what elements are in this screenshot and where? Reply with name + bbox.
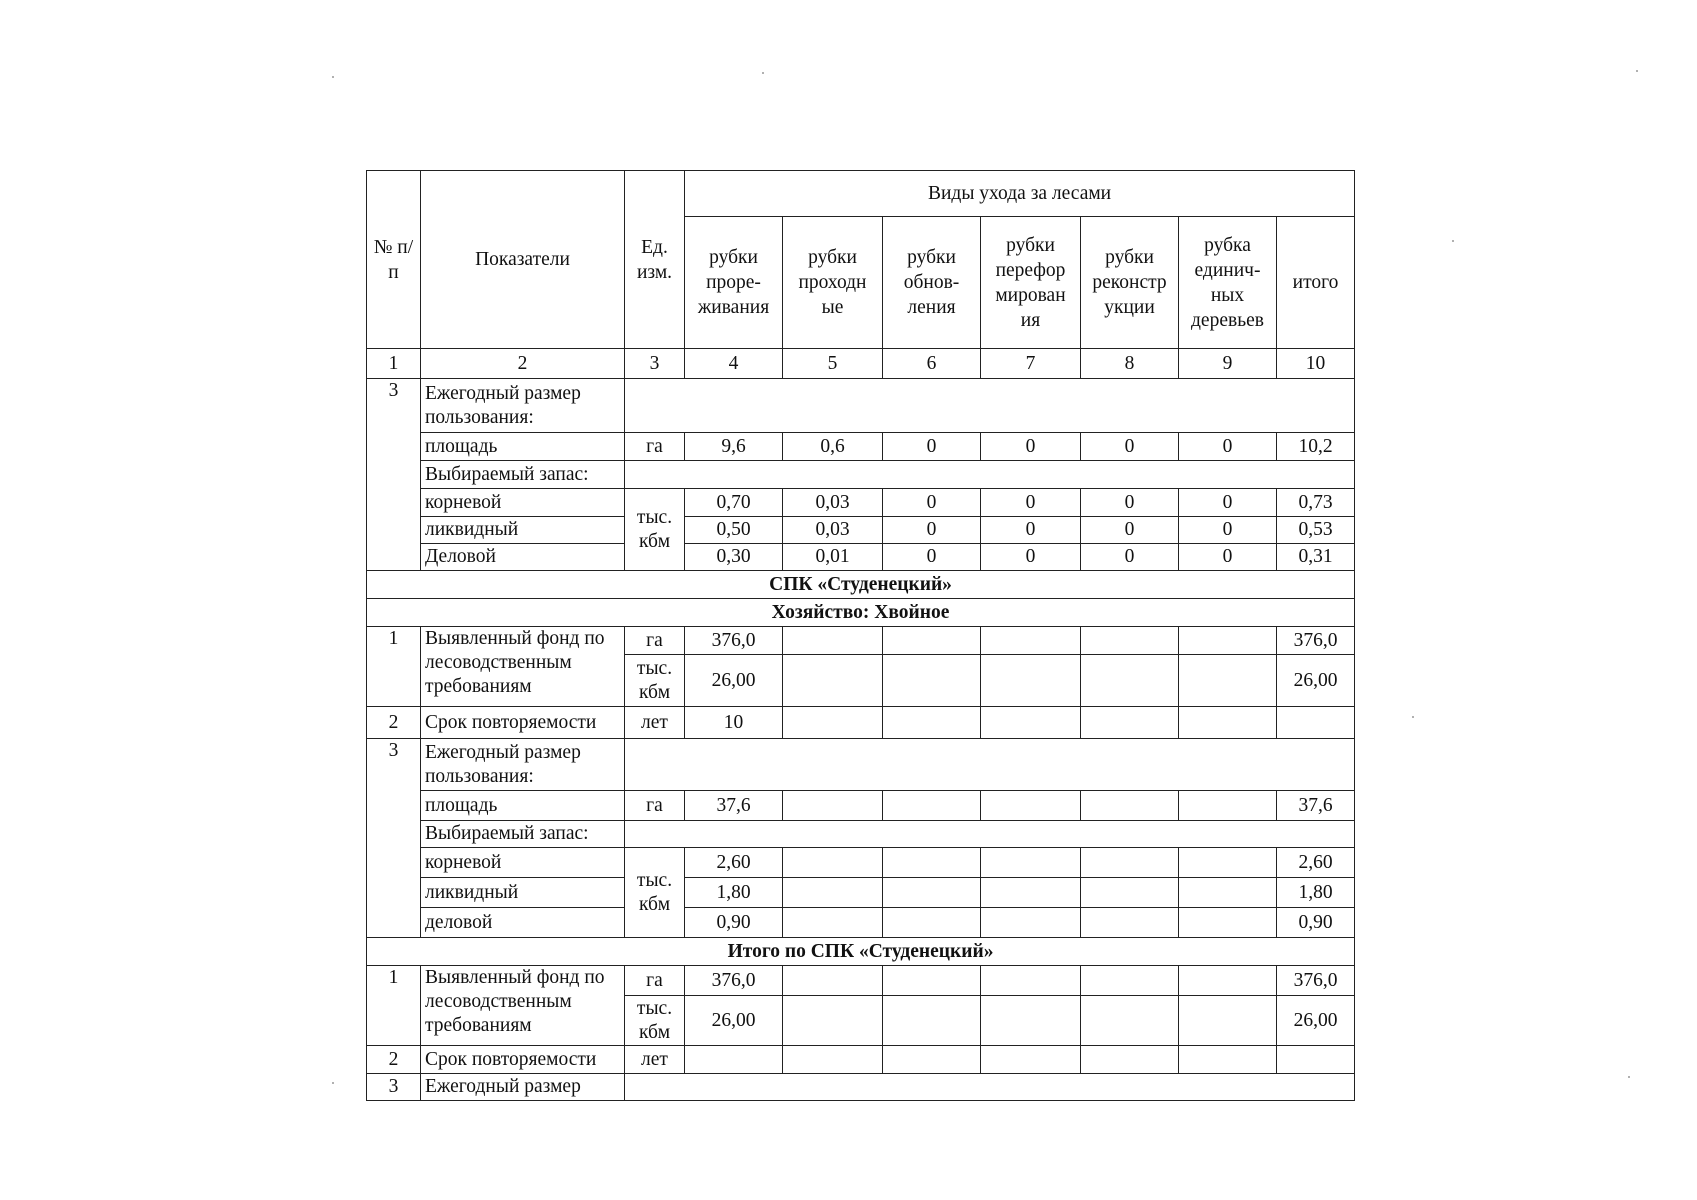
row-number: 3: [367, 1074, 421, 1101]
value-cell: 2,60: [685, 848, 783, 878]
value-cell: 0: [1081, 489, 1179, 517]
scan-speck: [1628, 1076, 1630, 1078]
empty-cell: [1081, 848, 1179, 878]
row-number: 3: [367, 739, 421, 938]
col-num: 7: [981, 349, 1081, 379]
empty-cell: [883, 627, 981, 655]
unit-cell: тыс. кбм: [625, 489, 685, 571]
value-cell: 0,03: [783, 489, 883, 517]
empty-cell: [883, 878, 981, 908]
empty-cell: [1179, 1046, 1277, 1074]
empty-cell: [1179, 908, 1277, 938]
col-num: 1: [367, 349, 421, 379]
value-cell: 0: [1179, 544, 1277, 571]
value-cell: 0,70: [685, 489, 783, 517]
row-label-stock: Выбираемый запас:: [421, 821, 625, 848]
empty-cell: [625, 379, 1355, 433]
total-cell: 1,80: [1277, 878, 1355, 908]
empty-cell: [1081, 655, 1179, 707]
row-number: 1: [367, 966, 421, 1046]
row-label-area: площадь: [421, 791, 625, 821]
empty-cell: [981, 878, 1081, 908]
section-title: Итого по СПК «Студенецкий»: [367, 938, 1355, 966]
empty-cell: [783, 707, 883, 739]
col-num: 2: [421, 349, 625, 379]
header-type-passage: рубки проходн ые: [783, 217, 883, 349]
empty-cell: [883, 848, 981, 878]
total-cell: 376,0: [1277, 627, 1355, 655]
col-num: 9: [1179, 349, 1277, 379]
row-label: корневой: [421, 848, 625, 878]
empty-cell: [783, 848, 883, 878]
empty-cell: [783, 1046, 883, 1074]
value-cell: 0: [883, 544, 981, 571]
total-cell: 376,0: [1277, 966, 1355, 996]
header-no: № п/п: [367, 171, 421, 349]
value-cell: 0,6: [783, 433, 883, 461]
empty-cell: [1081, 966, 1179, 996]
empty-cell: [783, 996, 883, 1046]
empty-cell: [981, 627, 1081, 655]
empty-cell: [625, 1074, 1355, 1101]
value-cell: 10: [685, 707, 783, 739]
header-type-single-trees: рубка единич- ных деревьев: [1179, 217, 1277, 349]
section-title: СПК «Студенецкий»: [367, 571, 1355, 599]
empty-cell: [981, 791, 1081, 821]
empty-cell: [1179, 791, 1277, 821]
total-cell: 26,00: [1277, 655, 1355, 707]
row-label-annual: Ежегодный размер пользования:: [421, 379, 625, 433]
row-label-fund: Выявленный фонд по лесоводственным требованиям: [421, 627, 625, 707]
row-label: ликвидный: [421, 878, 625, 908]
empty-cell: [981, 966, 1081, 996]
header-indicators: Показатели: [421, 171, 625, 349]
value-cell: 0,01: [783, 544, 883, 571]
row-number: 1: [367, 627, 421, 707]
empty-cell: [685, 1046, 783, 1074]
empty-cell: [1081, 791, 1179, 821]
total-cell: 0,73: [1277, 489, 1355, 517]
empty-cell: [1277, 707, 1355, 739]
empty-cell: [981, 908, 1081, 938]
value-cell: 0: [981, 433, 1081, 461]
empty-cell: [883, 966, 981, 996]
value-cell: 37,6: [685, 791, 783, 821]
value-cell: 9,6: [685, 433, 783, 461]
scan-speck: [762, 72, 764, 74]
total-cell: 2,60: [1277, 848, 1355, 878]
col-num: 4: [685, 349, 783, 379]
empty-cell: [981, 848, 1081, 878]
empty-cell: [1081, 1046, 1179, 1074]
value-cell: 0,90: [685, 908, 783, 938]
unit-cell: тыс. кбм: [625, 996, 685, 1046]
header-type-renewal: рубки обнов- ления: [883, 217, 981, 349]
row-label-period: Срок повторяемости: [421, 1046, 625, 1074]
empty-cell: [883, 1046, 981, 1074]
unit-cell: тыс. кбм: [625, 848, 685, 938]
row-number: 3: [367, 379, 421, 571]
value-cell: 0: [1179, 433, 1277, 461]
empty-cell: [1179, 848, 1277, 878]
forest-care-table: [366, 170, 1355, 1101]
empty-cell: [1179, 966, 1277, 996]
empty-cell: [1081, 627, 1179, 655]
total-cell: 0,90: [1277, 908, 1355, 938]
empty-cell: [1081, 996, 1179, 1046]
empty-cell: [883, 655, 981, 707]
header-type-reformation: рубки перефор мирован ия: [981, 217, 1081, 349]
empty-cell: [981, 707, 1081, 739]
scan-speck: [1636, 70, 1638, 72]
value-cell: 0: [1081, 544, 1179, 571]
row-label-annual: Ежегодный размер пользования:: [421, 739, 625, 791]
empty-cell: [1081, 908, 1179, 938]
empty-cell: [1179, 707, 1277, 739]
empty-cell: [883, 707, 981, 739]
value-cell: 0: [981, 517, 1081, 544]
row-label-period: Срок повторяемости: [421, 707, 625, 739]
empty-cell: [981, 655, 1081, 707]
empty-cell: [625, 821, 1355, 848]
value-cell: 0: [1179, 517, 1277, 544]
total-cell: 0,31: [1277, 544, 1355, 571]
empty-cell: [1179, 996, 1277, 1046]
row-label-annual: Ежегодный размер: [421, 1074, 625, 1101]
total-cell: 37,6: [1277, 791, 1355, 821]
row-number: 2: [367, 707, 421, 739]
empty-cell: [1081, 878, 1179, 908]
value-cell: 0: [883, 433, 981, 461]
value-cell: 0: [883, 517, 981, 544]
row-label-fund: Выявленный фонд по лесоводственным требованиям: [421, 966, 625, 1046]
header-unit: Ед. изм.: [625, 171, 685, 349]
value-cell: 376,0: [685, 627, 783, 655]
unit-cell: тыс. кбм: [625, 655, 685, 707]
value-cell: 0,30: [685, 544, 783, 571]
empty-cell: [783, 908, 883, 938]
header-type-total: итого: [1277, 217, 1355, 349]
empty-cell: [625, 739, 1355, 791]
unit-cell: лет: [625, 1046, 685, 1074]
value-cell: 0,50: [685, 517, 783, 544]
unit-cell: га: [625, 433, 685, 461]
value-cell: 0,03: [783, 517, 883, 544]
empty-cell: [783, 655, 883, 707]
empty-cell: [1179, 655, 1277, 707]
value-cell: 0: [981, 544, 1081, 571]
scan-speck: [332, 76, 334, 78]
empty-cell: [981, 1046, 1081, 1074]
empty-cell: [783, 791, 883, 821]
total-cell: 10,2: [1277, 433, 1355, 461]
scan-speck: [1452, 240, 1454, 242]
col-num: 6: [883, 349, 981, 379]
value-cell: 0: [883, 489, 981, 517]
empty-cell: [1179, 878, 1277, 908]
col-num: 8: [1081, 349, 1179, 379]
header-type-thinning: рубки проре- живания: [685, 217, 783, 349]
total-cell: 0,53: [1277, 517, 1355, 544]
col-num: 5: [783, 349, 883, 379]
unit-cell: га: [625, 966, 685, 996]
total-cell: 26,00: [1277, 996, 1355, 1046]
row-label: ликвидный: [421, 517, 625, 544]
empty-cell: [1277, 1046, 1355, 1074]
empty-cell: [1179, 627, 1277, 655]
empty-cell: [783, 966, 883, 996]
empty-cell: [883, 908, 981, 938]
value-cell: 26,00: [685, 996, 783, 1046]
value-cell: 0: [1179, 489, 1277, 517]
value-cell: 26,00: [685, 655, 783, 707]
header-group: Виды ухода за лесами: [685, 171, 1355, 217]
scan-speck: [1412, 716, 1414, 718]
scan-speck: [332, 1082, 334, 1084]
empty-cell: [783, 627, 883, 655]
section-subtitle: Хозяйство: Хвойное: [367, 599, 1355, 627]
empty-cell: [625, 461, 1355, 489]
row-label-area: площадь: [421, 433, 625, 461]
unit-cell: га: [625, 791, 685, 821]
empty-cell: [883, 791, 981, 821]
row-number: 2: [367, 1046, 421, 1074]
row-label: деловой: [421, 908, 625, 938]
empty-cell: [981, 996, 1081, 1046]
unit-cell: га: [625, 627, 685, 655]
value-cell: 1,80: [685, 878, 783, 908]
value-cell: 0: [1081, 433, 1179, 461]
col-num: 10: [1277, 349, 1355, 379]
col-num: 3: [625, 349, 685, 379]
value-cell: 0: [1081, 517, 1179, 544]
empty-cell: [1081, 707, 1179, 739]
row-label: корневой: [421, 489, 625, 517]
value-cell: 0: [981, 489, 1081, 517]
row-label: Деловой: [421, 544, 625, 571]
unit-cell: лет: [625, 707, 685, 739]
header-type-reconstruction: рубки реконстр укции: [1081, 217, 1179, 349]
row-label-stock: Выбираемый запас:: [421, 461, 625, 489]
value-cell: 376,0: [685, 966, 783, 996]
empty-cell: [783, 878, 883, 908]
empty-cell: [883, 996, 981, 1046]
